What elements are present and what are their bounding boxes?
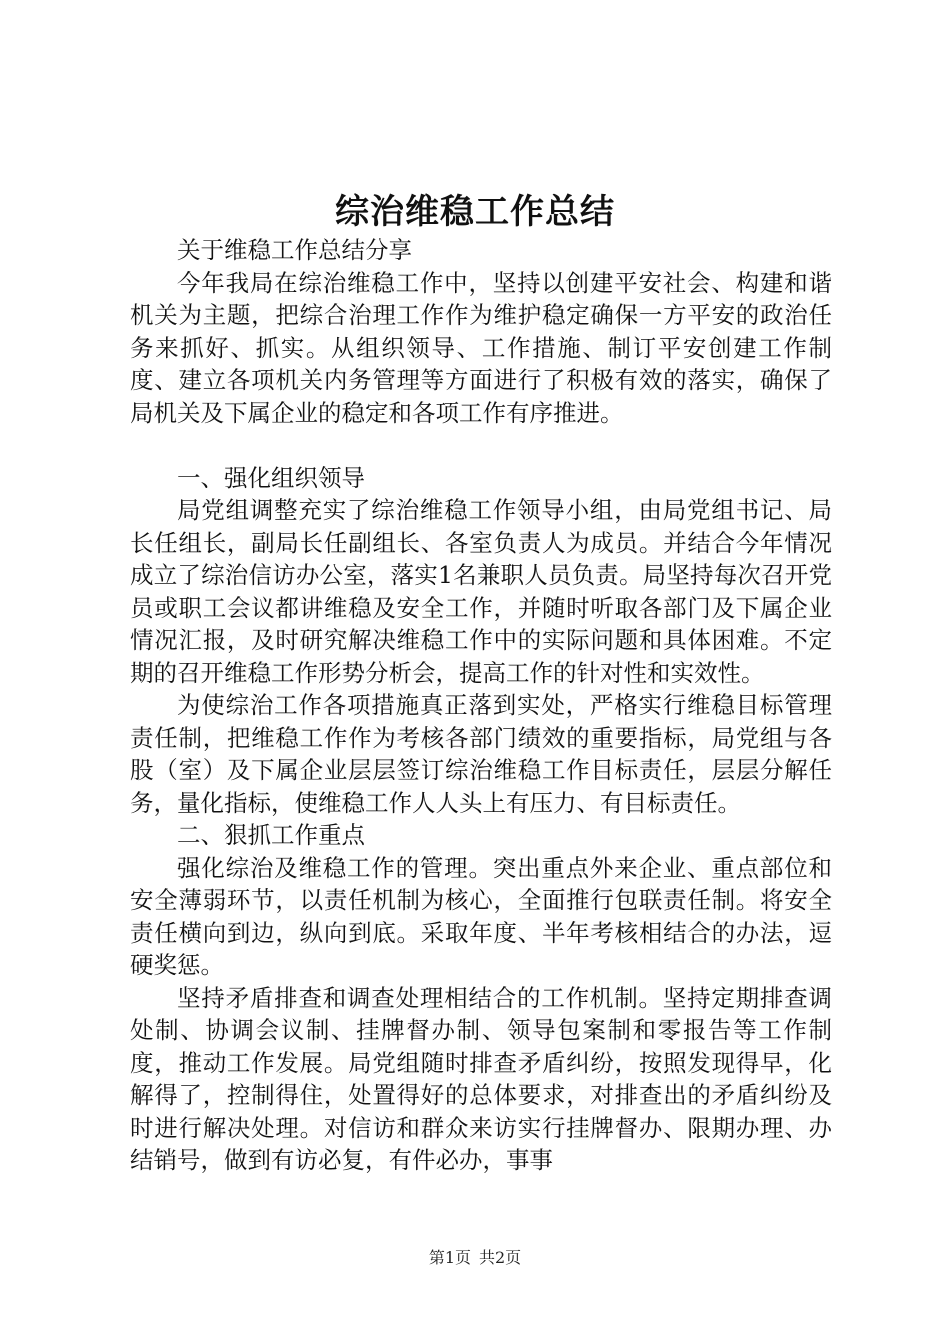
paragraph-gap — [130, 429, 832, 462]
page-total: 共2页 — [479, 1248, 522, 1267]
section2-paragraph-2: 坚持矛盾排查和调查处理相结合的工作机制。坚持定期排查调处制、协调会议制、挂牌督办制、领导包案制和零报告等工作制度，推动工作发展。局党组随时排查矛盾纠纷，按照发现得早，化解得了，控制得住，处置得好的总体要求，对排查出的矛盾纠纷及时进行解决处理。对信访和群众来访实行挂牌督办、限期办理、办结销号，做到有访必复，有件必办，事事 — [130, 983, 832, 1174]
page-number: 第1页 — [428, 1248, 471, 1267]
document-title: 综治维稳工作总结 — [335, 192, 615, 232]
section1-paragraph-2: 为使综治工作各项措施真正落到实处，严格实行维稳目标管理责任制，把维稳工作作为考核各部门绩效的重要指标，局党组与各股（室）及下属企业层层签订综治维稳工作目标责任，层层分解任务，量化指标，使维稳工作人人头上有压力、有目标责任。 — [130, 691, 832, 817]
intro-paragraph: 今年我局在综治维稳工作中，坚持以创建平安社会、构建和谐机关为主题，把综合治理工作作为维护稳定确保一方平安的政治任务来抓好、抓实。从组织领导、工作措施、制订平安创建工作制度、建立各项机关内务管理等方面进行了积极有效的落实，确保了局机关及下属企业的稳定和各项工作有序推进。 — [130, 268, 832, 427]
section-heading-1: 一、强化组织领导 — [177, 463, 365, 492]
section-heading-2: 二、狠抓工作重点 — [177, 821, 365, 849]
document-subtitle: 关于维稳工作总结分享 — [177, 236, 412, 264]
document-body — [130, 234, 832, 1177]
section2-paragraph-1: 强化综治及维稳工作的管理。突出重点外来企业、重点部位和安全薄弱环节，以责任机制为核心，全面推行包联责任制。将安全责任横向到边，纵向到底。采取年度、半年考核相结合的办法，逗硬奖惩。 — [130, 853, 832, 979]
page-footer — [0, 1245, 950, 1268]
section1-paragraph-1: 局党组调整充实了综治维稳工作领导小组，由局党组书记、局长任组长，副局长任副组长、各室负责人为成员。并结合今年情况成立了综治信访办公室，落实1名兼职人员负责。局坚持每次召开党员或职工会议都讲维稳及安全工作，并随时听取各部门及下属企业情况汇报，及时研究解决维稳工作中的实际问题和具体困难。不定期的召开维稳工作形势分析会，提高工作的针对性和实效性。 — [130, 496, 832, 687]
